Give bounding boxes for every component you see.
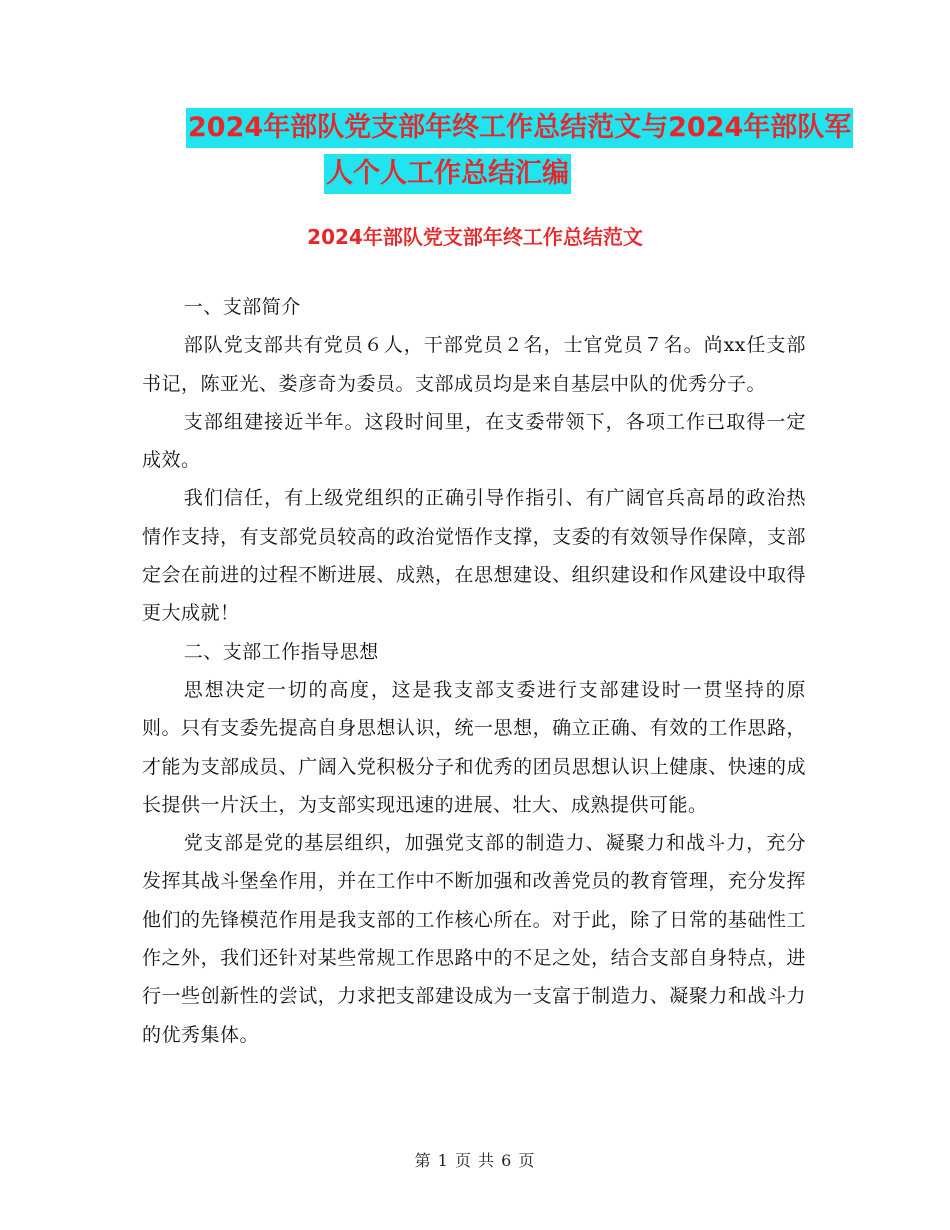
page-footer: 第 1 页 共 6 页 [414,1151,536,1170]
title-line-2: 人个人工作总结汇编 [324,154,571,194]
document-body [142,288,806,1054]
paragraph: 部队党支部共有党员６人，干部党员２名，士官党员７名。尚xx任支部书记，陈亚光、娄彦奇为委员。支部成员均是来自基层中队的优秀分子。 [142,334,806,395]
paragraph: 思想决定一切的高度，这是我支部支委进行支部建设时一贯坚持的原则。只有支委先提高自身思想认识，统一思想，确立正确、有效的工作思路，才能为支部成员、广阔入党积极分子和优秀的团员思想认识上健康、快速的成长提供一片沃土，为支部实现迅速的进展、壮大、成熟提供可能。 [142,678,806,816]
paragraph: 党支部是党的基层组织，加强党支部的制造力、凝聚力和战斗力，充分发挥其战斗堡垒作用，并在工作中不断加强和改善党员的教育管理，充分发挥他们的先锋模范作用是我支部的工作核心所在。对于此，除了日常的基础性工作之外，我们还针对某些常规工作思路中的不足之处，结合支部自身特点，进行一些创新性的尝试，力求把支部建设成为一支富于制造力、凝聚力和战斗力的优秀集体。 [142,832,806,1046]
title-line-1: 2024年部队党支部年终工作总结范文与2024年部队军 [186,108,853,148]
paragraph: 支部组建接近半年。这段时间里，在支委带领下，各项工作已取得一定成效。 [142,410,806,472]
paragraph: 我们信任，有上级党组织的正确引导作指引、有广阔官兵高昂的政治热情作支持，有支部党员较高的政治觉悟作支撑，支委的有效领导作保障，支部定会在前进的过程不断进展、成熟，在思想建设、组织建设和作风建设中取得更大成就！ [142,487,806,625]
section-subtitle: 2024年部队党支部年终工作总结范文 [307,225,643,249]
section-heading-guiding-thought: 二、支部工作指导思想 [183,640,379,663]
section-heading-intro: 一、支部简介 [183,296,301,318]
